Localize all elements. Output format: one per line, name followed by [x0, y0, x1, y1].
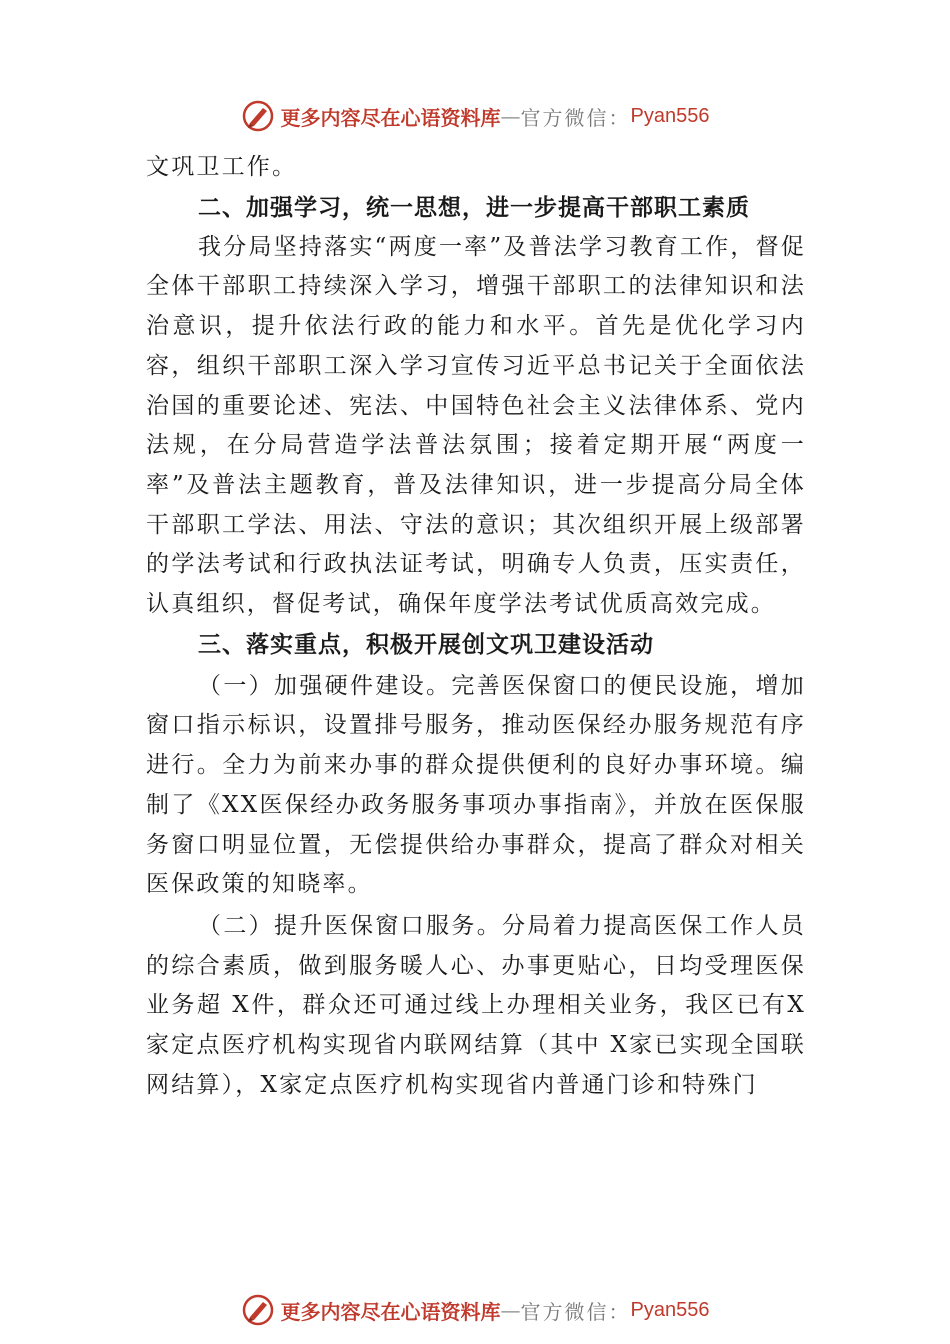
banner-dash: —: [500, 1298, 521, 1322]
banner-brand-text: 更多内容尽在心语资料库: [280, 1299, 501, 1324]
banner-brand-text: 更多内容尽在心语资料库: [280, 105, 501, 130]
paragraph-service: （二）提升医保窗口服务。分局着力提高医保工作人员的综合素质，做到服务暖人心、办事更贴心，日均受理医保业务超 X件，群众还可通过线上办理相关业务，我区已有X家定点医疗机构实现省内联网结算（其中 X家已实现全国联网结算），X家定点医疗机构实现省内普通门诊和特殊门: [146, 912, 806, 1098]
section-heading-3: 三、落实重点，积极开展创文巩卫建设活动: [198, 631, 654, 658]
document-body: [146, 148, 806, 1105]
paragraph-study: 我分局坚持落实“两度一率”及普法学习教育工作，督促全体干部职工持续深入学习，增强干部职工的法律知识和法治意识，提升依法行政的能力和水平。首先是优化学习内容，组织干部职工深入学习宣传习近平总书记关于全面依法治国的重要论述、宪法、中国特色社会主义法律体系、党内法规，在分局营造学法普法氛围；接着定期开展“两度一率”及普法主题教育，普及法律知识，进一步提高分局全体干部职工学法、用法、守法的意识；其次组织开展上级部署的学法考试和行政执法证考试，明确专人负责，压实责任，认真组织，督促考试，确保年度学法考试优质高效完成。: [146, 233, 806, 618]
banner-wechat-id: Pyan556: [630, 1298, 710, 1321]
section-heading-2: 二、加强学习，统一思想，进一步提高干部职工素质: [198, 194, 750, 221]
footer-banner: [0, 1290, 950, 1330]
paragraph-hardware: （一）加强硬件建设。完善医保窗口的便民设施，增加窗口指示标识，设置排号服务，推动医保经办服务规范有序进行。全力为前来办事的群众提供便利的良好办事环境。编制了《XX医保经办政务服务事项办事指南》，并放在医保服务窗口明显位置，无偿提供给办事群众，提高了群众对相关医保政策的知晓率。: [146, 672, 806, 898]
banner-wechat-label: 官方微信：: [520, 1299, 631, 1324]
banner-wechat-id: Pyan556: [630, 104, 710, 127]
header-banner: [0, 96, 950, 136]
banner-wechat-label: 官方微信：: [520, 105, 631, 130]
banner-dash: —: [500, 104, 521, 128]
brand-logo-icon: [241, 1293, 275, 1327]
brand-logo-icon: [241, 99, 275, 133]
paragraph-continuation: 文巩卫工作。: [146, 154, 298, 180]
